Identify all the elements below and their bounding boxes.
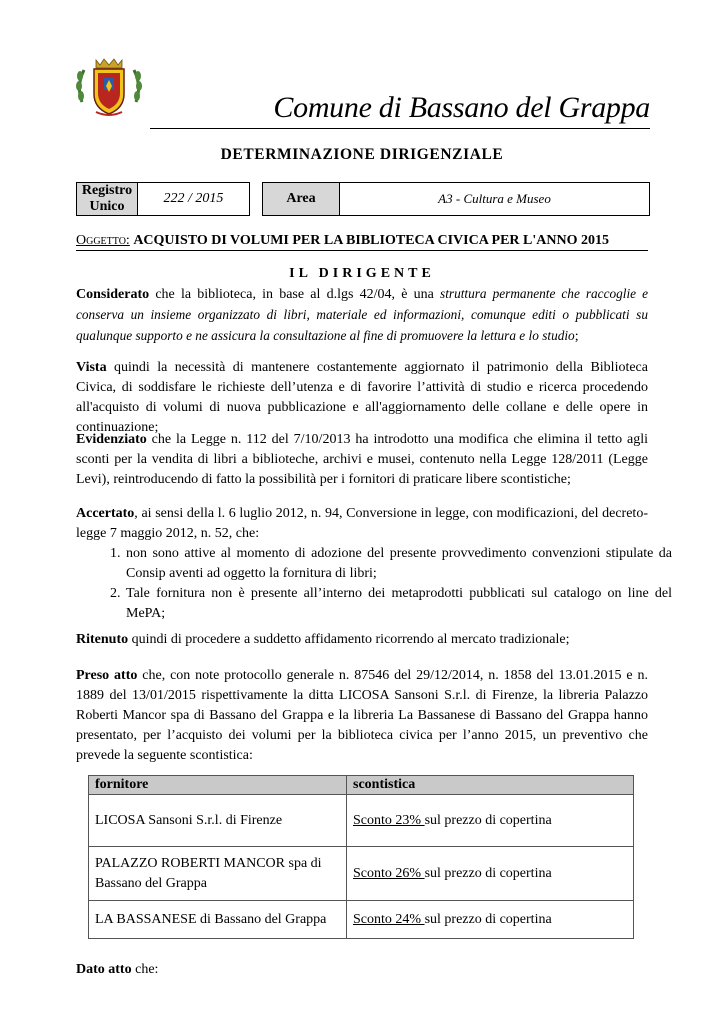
subject-label: Oggetto: (76, 233, 130, 248)
para-text: che la Legge n. 112 del 7/10/2013 ha introdotto una modifica che elimina il tetto agli sconti per la vendita di libri a biblioteche, archivi e musei, contenuto nella Legge 128/2011 (Legge Levi), reintroducendo di fatto la possibilità per i fornitori di praticare libere scontistiche; (76, 432, 648, 487)
discount-value: Sconto 23% (353, 812, 425, 828)
area-value: A3 - Cultura e Museo (438, 191, 551, 206)
dirigente-heading: IL DIRIGENTE (289, 266, 435, 281)
discount-value: Sconto 24% (353, 911, 425, 927)
para-end: ; (574, 329, 579, 344)
discount-value: Sconto 26% (353, 865, 425, 881)
subject-text: ACQUISTO DI VOLUMI PER LA BIBLIOTECA CIVICA PER L'ANNO 2015 (133, 233, 609, 248)
paragraph-accertato (76, 504, 648, 544)
para-keyword: Ritenuto (76, 632, 129, 647)
paragraph-evidenziato (76, 430, 648, 490)
table-row (89, 795, 634, 847)
supplier-cell: LA BASSANESE di Bassano del Grappa (89, 901, 347, 939)
header-discount: scontistica (347, 776, 634, 795)
list-item: 1. non sono attive al momento di adozione del presente provvedimento convenzioni stipulate da Consip aventi ad oggetto la fornitura di libri; (124, 544, 672, 584)
accertato-list (100, 544, 672, 624)
registry-box (76, 182, 250, 216)
para-text: che, con note protocollo generale n. 87546 del 29/12/2014, n. 1858 del 13.01.2015 e n. 1889 del 13/01/2015 rispettivamente la ditta LICOSA Sansoni S.r.l. di Firenze, la libreria Palazzo Roberti Mancor spa di Bassano del Grappa e la libreria La Bassanese di Bassano del Grappa hanno presentato, per l’acquisto dei volumi per la biblioteca civica per l’anno 2015, un preventivo che prevede la seguente scontistica: (76, 668, 649, 763)
paragraph-vista (76, 358, 648, 438)
header-rule (150, 128, 650, 129)
para-text: che la biblioteca, in base al d.lgs 42/04, è una (149, 287, 441, 302)
para-keyword: Accertato (76, 506, 135, 521)
para-text: quindi la necessità di mantenere costantemente aggiornato il patrimonio della Biblioteca Civica, di soddisfare le richieste dell’utenza e di favorire l’attività di studio e ricerca procedendo all'acquisto di volumi di nuova pubblicazione e all'aggiornamento delle collane e delle opere in continuazione; (76, 360, 648, 435)
header-supplier: fornitore (89, 776, 347, 795)
paragraph-considerato (76, 284, 648, 347)
discount-cell (347, 847, 634, 901)
subject-line (76, 233, 656, 249)
para-keyword: Dato atto (76, 962, 132, 977)
discount-table (88, 775, 634, 939)
registry-label: Registro Unico (77, 183, 138, 215)
subject-rule (76, 250, 648, 251)
paragraph-ritenuto (76, 630, 648, 650)
list-item: 2. Tale fornitura non è presente all’interno dei metaprodotti pubblicati sul catalogo on line del MePA; (124, 584, 672, 624)
registry-number: 222 / 2015 (163, 191, 224, 206)
para-keyword: Preso atto (76, 668, 138, 683)
para-keyword: Evidenziato (76, 432, 147, 447)
discount-cell (347, 901, 634, 939)
para-text: , ai sensi della l. 6 luglio 2012, n. 94, Conversione in legge, con modificazioni, del decreto-legge 7 maggio 2012, n. 52, che: (76, 506, 648, 541)
supplier-cell: LICOSA Sansoni S.r.l. di Firenze (89, 795, 347, 847)
supplier-cell: PALAZZO ROBERTI MANCOR spa di Bassano del Grappa (89, 847, 347, 901)
city-crest-icon (74, 56, 144, 118)
table-header-row (89, 776, 634, 795)
para-text: quindi di procedere a suddetto affidamento ricorrendo al mercato tradizionale; (128, 632, 570, 647)
paragraph-dato-atto (76, 960, 648, 980)
paragraph-preso-atto (76, 666, 648, 766)
discount-note: sul prezzo di copertina (424, 911, 552, 927)
document-title: DETERMINAZIONE DIRIGENZIALE (220, 146, 504, 163)
para-keyword: Vista (76, 360, 107, 375)
discount-note: sul prezzo di copertina (424, 812, 552, 828)
para-keyword: Considerato (76, 287, 150, 302)
city-name: Comune di Bassano del Grappa (273, 91, 650, 124)
discount-cell (347, 795, 634, 847)
para-quote: struttura permanente che raccoglie e conserva un insieme organizzato di libri, materiale ed informazioni, comunque editi o pubblicati su qualunque supporto e ne assicura la consultazione al fine di promuovere la lettura e lo studio (76, 286, 648, 343)
para-text: che: (131, 962, 159, 977)
table-row (89, 901, 634, 939)
discount-note: sul prezzo di copertina (424, 865, 552, 881)
table-row (89, 847, 634, 901)
area-label: Area (263, 183, 340, 215)
area-box (262, 182, 650, 216)
